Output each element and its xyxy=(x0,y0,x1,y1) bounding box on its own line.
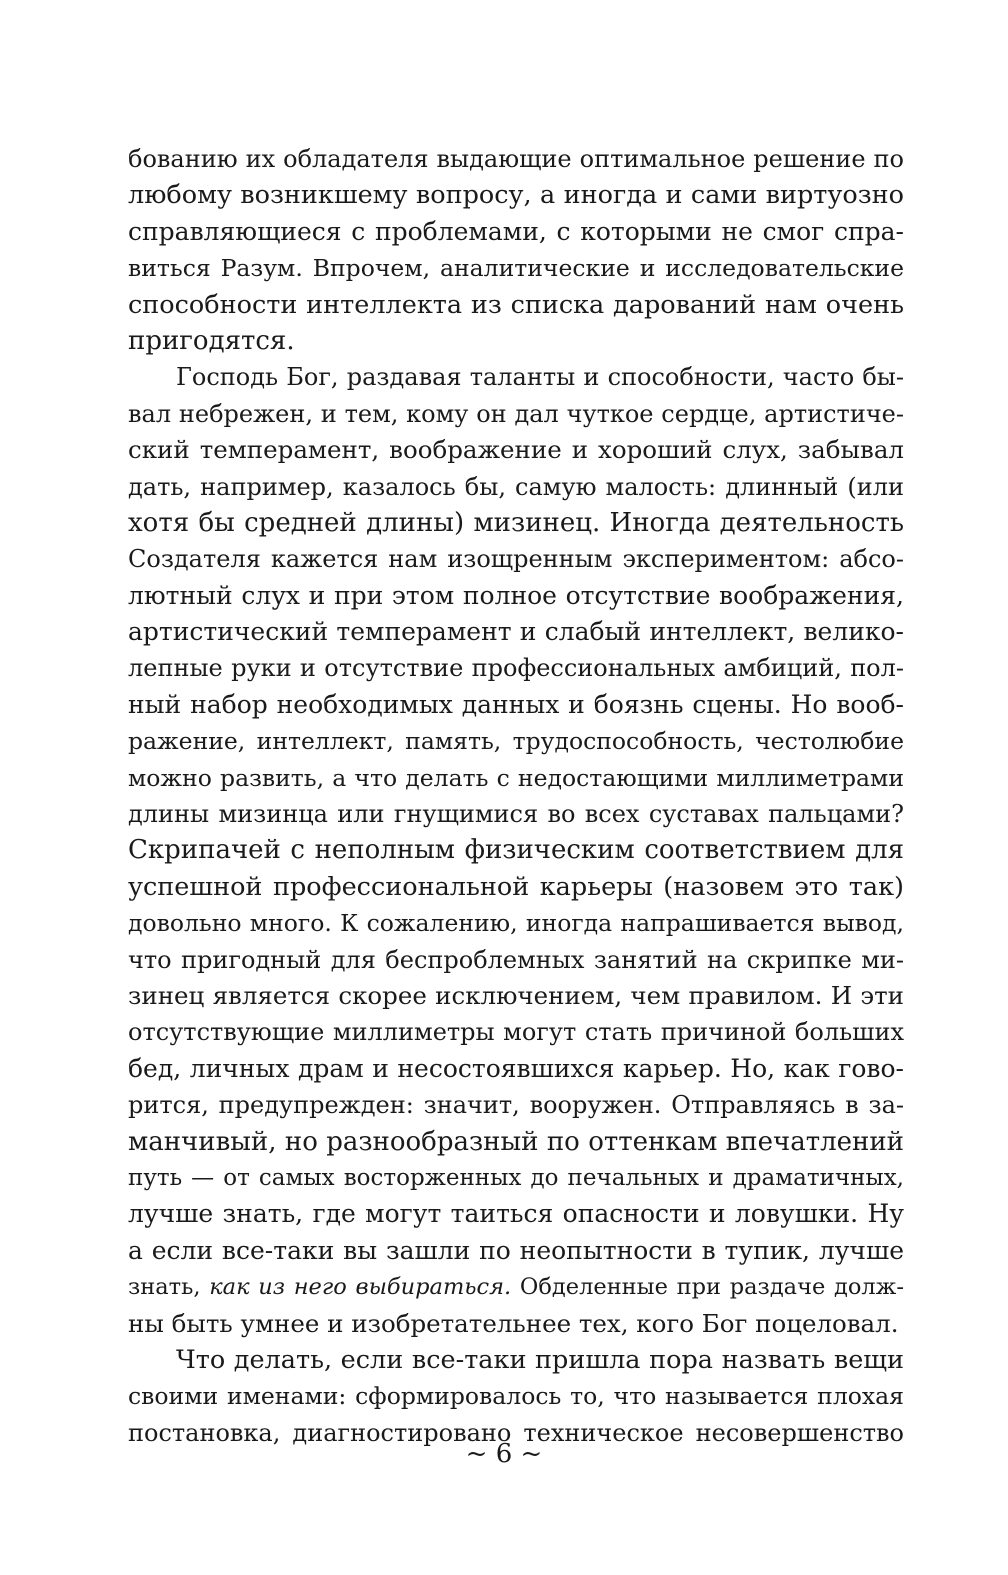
text-line: ный набор необходимых данных и боязнь сцены. Но вооб- xyxy=(128,689,904,719)
body-text xyxy=(128,141,904,1451)
paragraph-1 xyxy=(128,141,904,359)
text-line: а если все-таки вы зашли по неопытности в тупик, лучше xyxy=(128,1235,904,1265)
text-line: постановка, диагностировано техническое несовершенство xyxy=(128,1418,904,1447)
text-line: лютный слух и при этом полное отсутствие воображения, xyxy=(128,580,904,610)
text-line: довольно много. К сожалению, иногда напрашивается вывод, xyxy=(128,909,904,938)
text-line: успешной профессиональной карьеры (назовем это так) xyxy=(128,871,904,902)
text-line: Господь Бог, раздавая таланты и способности, часто бы- xyxy=(176,363,904,392)
page-number: ~ 6 ~ xyxy=(465,1439,543,1469)
text-line: бед, личных драм и несостоявшихся карьер. Но, как гово- xyxy=(128,1053,904,1083)
text-line: Создателя кажется нам изощренным экспериментом: абсо- xyxy=(128,545,904,574)
text-line: длины мизинца или гнущимися во всех суставах пальцами? xyxy=(128,800,904,829)
text-line: рится, предупрежден: значит, вооружен. Отправляясь в за- xyxy=(128,1091,904,1120)
text-line: можно развить, а что делать с недостающими миллиметрами xyxy=(128,763,904,792)
italic-emphasis: как из него выбираться. xyxy=(209,1274,512,1301)
text-line: ражение, интеллект, память, трудоспособность, честолюбие xyxy=(128,727,904,756)
text-line: вал небрежен, и тем, кому он дал чуткое сердце, артистиче- xyxy=(128,399,904,428)
text-line: хотя бы средней длины) мизинец. Иногда деятельность xyxy=(128,507,904,538)
text-line: дать, например, казалось бы, самую малость: длинный (или xyxy=(128,472,904,501)
text-line: бованию их обладателя выдающие оптимальное решение по xyxy=(128,145,904,173)
text-line: отсутствующие миллиметры могут стать причиной больших xyxy=(128,1018,904,1047)
text-line: лепные руки и отсутствие профессиональных амбиций, пол- xyxy=(128,654,904,683)
text-line: своими именами: сформировалось то, что называется плохая xyxy=(128,1382,904,1411)
text-line: артистический темперамент и слабый интеллект, велико- xyxy=(128,617,904,647)
text-fragment: Обделенные при раздаче долж- xyxy=(511,1274,904,1301)
text-line-with-emphasis xyxy=(128,1269,904,1305)
text-line: ны быть умнее и изобретательнее тех, кого Бог поцеловал. xyxy=(128,1308,899,1338)
paragraph-3 xyxy=(128,1342,904,1451)
text-line: любому возникшему вопросу, а иногда и сами виртуозно xyxy=(128,180,904,211)
text-line: Что делать, если все-таки пришла пора назвать вещи xyxy=(176,1344,904,1375)
text-line: зинец является скорее исключением, чем правилом. И эти xyxy=(128,980,904,1010)
text-line: способности интеллекта из списка дарований нам очень xyxy=(128,289,904,320)
text-line: справляющиеся с проблемами, с которыми не смог спра- xyxy=(128,216,904,246)
text-line: Скрипачей с неполным физическим соответствием для xyxy=(128,835,904,866)
text-line: лучше знать, где могут таиться опасности и ловушки. Ну xyxy=(128,1199,904,1229)
text-line: виться Разум. Впрочем, аналитические и исследовательские xyxy=(128,254,904,283)
text-line: манчивый, но разнообразный по оттенкам впечатлений xyxy=(128,1126,904,1157)
text-line: что пригодный для беспроблемных занятий на скрипке ми- xyxy=(128,945,904,974)
text-line: ский темперамент, воображение и хороший слух, забывал xyxy=(128,435,904,465)
paragraph-2 xyxy=(128,359,904,1342)
text-fragment: знать, xyxy=(128,1274,210,1301)
text-line: пригодятся. xyxy=(128,325,295,356)
text-line: путь — от самых восторженных до печальных и драматичных, xyxy=(128,1164,904,1191)
